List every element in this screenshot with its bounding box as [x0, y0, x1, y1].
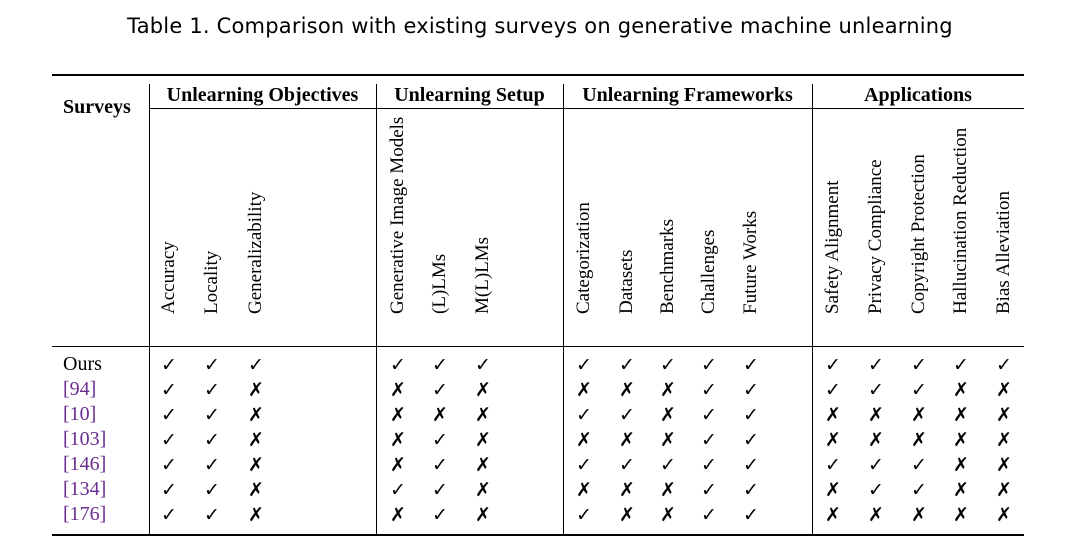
- column-header-label: (L)LMs: [429, 253, 450, 314]
- cross-mark: ✗: [619, 379, 635, 401]
- column-header: [385, 108, 411, 336]
- check-mark: ✓: [911, 479, 927, 501]
- column-divider: [149, 108, 150, 534]
- check-mark: ✓: [953, 354, 969, 376]
- cross-mark: ✗: [660, 404, 676, 426]
- surveys-header: Surveys: [63, 96, 131, 118]
- check-mark: ✓: [248, 354, 264, 376]
- citation-link[interactable]: [176]: [63, 503, 107, 525]
- group-header: Unlearning Objectives: [166, 84, 359, 106]
- check-mark: ✓: [701, 504, 717, 526]
- column-header: [571, 108, 597, 336]
- cross-mark: ✗: [996, 504, 1012, 526]
- cross-mark: ✗: [868, 429, 884, 451]
- cross-mark: ✗: [475, 379, 491, 401]
- cross-mark: ✗: [953, 504, 969, 526]
- column-header: [199, 108, 225, 336]
- cross-mark: ✗: [660, 479, 676, 501]
- cross-mark: ✗: [868, 504, 884, 526]
- cross-mark: ✗: [390, 404, 406, 426]
- column-header: [738, 108, 764, 336]
- column-header-label: Generalizability: [245, 191, 266, 314]
- check-mark: ✓: [701, 354, 717, 376]
- check-mark: ✓: [161, 429, 177, 451]
- check-mark: ✓: [432, 354, 448, 376]
- check-mark: ✓: [868, 479, 884, 501]
- column-header-label: Datasets: [616, 249, 637, 314]
- column-header-label: M(L)LMs: [472, 236, 493, 314]
- column-header: [470, 108, 496, 336]
- cross-mark: ✗: [660, 429, 676, 451]
- check-mark: ✓: [432, 454, 448, 476]
- column-header-label: Privacy Compliance: [865, 159, 886, 314]
- column-header: [243, 108, 269, 336]
- cross-mark: ✗: [996, 404, 1012, 426]
- column-header: [696, 108, 722, 336]
- column-header-label: Future Works: [740, 210, 761, 314]
- column-header-label: Hallucination Reduction: [950, 127, 971, 314]
- check-mark: ✓: [576, 354, 592, 376]
- cross-mark: ✗: [996, 454, 1012, 476]
- column-header: [655, 108, 681, 336]
- column-divider: [563, 84, 564, 534]
- cross-mark: ✗: [953, 379, 969, 401]
- check-mark: ✓: [701, 379, 717, 401]
- cross-mark: ✗: [432, 404, 448, 426]
- cross-mark: ✗: [248, 454, 264, 476]
- column-header: [991, 108, 1017, 336]
- cross-mark: ✗: [868, 404, 884, 426]
- check-mark: ✓: [996, 354, 1012, 376]
- citation-link[interactable]: [94]: [63, 378, 97, 400]
- check-mark: ✓: [743, 379, 759, 401]
- group-header: Unlearning Setup: [394, 84, 545, 106]
- cross-mark: ✗: [996, 479, 1012, 501]
- cross-mark: ✗: [248, 429, 264, 451]
- check-mark: ✓: [911, 379, 927, 401]
- check-mark: ✓: [576, 454, 592, 476]
- column-header: [614, 108, 640, 336]
- column-header-label: Challenges: [698, 229, 719, 314]
- cross-mark: ✗: [953, 404, 969, 426]
- group-header: Unlearning Frameworks: [582, 84, 793, 106]
- check-mark: ✓: [619, 454, 635, 476]
- check-mark: ✓: [576, 504, 592, 526]
- column-divider: [812, 84, 813, 534]
- table-caption: Table 1. Comparison with existing surveys on generative machine unlearning: [127, 14, 953, 38]
- cross-mark: ✗: [911, 429, 927, 451]
- cross-mark: ✗: [475, 504, 491, 526]
- check-mark: ✓: [660, 454, 676, 476]
- check-mark: ✓: [743, 479, 759, 501]
- check-mark: ✓: [701, 404, 717, 426]
- citation-link[interactable]: [103]: [63, 428, 107, 450]
- check-mark: ✓: [204, 454, 220, 476]
- check-mark: ✓: [743, 429, 759, 451]
- check-mark: ✓: [390, 354, 406, 376]
- cross-mark: ✗: [248, 479, 264, 501]
- row-label: Ours: [63, 353, 102, 375]
- check-mark: ✓: [660, 354, 676, 376]
- cross-mark: ✗: [390, 454, 406, 476]
- check-mark: ✓: [701, 454, 717, 476]
- check-mark: ✓: [204, 504, 220, 526]
- column-header-label: Bias Alleviation: [993, 191, 1014, 314]
- check-mark: ✓: [390, 479, 406, 501]
- top-rule: [52, 74, 1024, 76]
- check-mark: ✓: [911, 354, 927, 376]
- cross-mark: ✗: [660, 379, 676, 401]
- cross-mark: ✗: [911, 504, 927, 526]
- column-header-label: Categorization: [573, 202, 594, 314]
- cross-mark: ✗: [619, 504, 635, 526]
- citation-link[interactable]: [10]: [63, 403, 97, 425]
- cross-mark: ✗: [248, 404, 264, 426]
- check-mark: ✓: [701, 479, 717, 501]
- check-mark: ✓: [204, 479, 220, 501]
- check-mark: ✓: [868, 354, 884, 376]
- check-mark: ✓: [161, 379, 177, 401]
- check-mark: ✓: [432, 379, 448, 401]
- check-mark: ✓: [204, 429, 220, 451]
- check-mark: ✓: [743, 354, 759, 376]
- cross-mark: ✗: [390, 379, 406, 401]
- cross-mark: ✗: [619, 479, 635, 501]
- column-header-label: Generative Image Models: [387, 116, 408, 314]
- cross-mark: ✗: [953, 454, 969, 476]
- cross-mark: ✗: [475, 479, 491, 501]
- check-mark: ✓: [161, 404, 177, 426]
- cross-mark: ✗: [660, 504, 676, 526]
- cross-mark: ✗: [475, 404, 491, 426]
- column-header: [906, 108, 932, 336]
- header-bottom-rule: [52, 346, 1024, 347]
- check-mark: ✓: [743, 404, 759, 426]
- column-header: [820, 108, 846, 336]
- citation-link[interactable]: [146]: [63, 453, 107, 475]
- check-mark: ✓: [161, 354, 177, 376]
- check-mark: ✓: [743, 454, 759, 476]
- check-mark: ✓: [868, 379, 884, 401]
- cross-mark: ✗: [248, 379, 264, 401]
- cross-mark: ✗: [825, 504, 841, 526]
- column-header: [863, 108, 889, 336]
- check-mark: ✓: [204, 379, 220, 401]
- check-mark: ✓: [161, 504, 177, 526]
- column-header-label: Locality: [201, 250, 222, 314]
- cross-mark: ✗: [996, 379, 1012, 401]
- check-mark: ✓: [475, 354, 491, 376]
- cross-mark: ✗: [576, 379, 592, 401]
- check-mark: ✓: [868, 454, 884, 476]
- column-header-label: Benchmarks: [657, 219, 678, 314]
- check-mark: ✓: [576, 404, 592, 426]
- check-mark: ✓: [911, 454, 927, 476]
- cross-mark: ✗: [475, 454, 491, 476]
- check-mark: ✓: [204, 354, 220, 376]
- column-header: [427, 108, 453, 336]
- check-mark: ✓: [743, 504, 759, 526]
- check-mark: ✓: [619, 404, 635, 426]
- cross-mark: ✗: [996, 429, 1012, 451]
- column-divider: [376, 84, 377, 534]
- cross-mark: ✗: [576, 479, 592, 501]
- cross-mark: ✗: [390, 504, 406, 526]
- column-header: [948, 108, 974, 336]
- column-header-label: Accuracy: [158, 241, 179, 314]
- check-mark: ✓: [432, 504, 448, 526]
- column-header-label: Copyright Protection: [908, 154, 929, 314]
- cross-mark: ✗: [953, 429, 969, 451]
- cross-mark: ✗: [911, 404, 927, 426]
- check-mark: ✓: [825, 379, 841, 401]
- check-mark: ✓: [825, 454, 841, 476]
- check-mark: ✓: [432, 429, 448, 451]
- column-header-label: Safety Alignment: [822, 180, 843, 314]
- cross-mark: ✗: [825, 429, 841, 451]
- check-mark: ✓: [432, 479, 448, 501]
- check-mark: ✓: [161, 479, 177, 501]
- cross-mark: ✗: [825, 404, 841, 426]
- cross-mark: ✗: [390, 429, 406, 451]
- bottom-rule: [52, 534, 1024, 536]
- column-header: [156, 108, 182, 336]
- cross-mark: ✗: [953, 479, 969, 501]
- check-mark: ✓: [619, 354, 635, 376]
- group-header: Applications: [864, 84, 972, 106]
- check-mark: ✓: [825, 354, 841, 376]
- cross-mark: ✗: [619, 429, 635, 451]
- cross-mark: ✗: [825, 479, 841, 501]
- cross-mark: ✗: [475, 429, 491, 451]
- check-mark: ✓: [161, 454, 177, 476]
- check-mark: ✓: [701, 429, 717, 451]
- cross-mark: ✗: [576, 429, 592, 451]
- cross-mark: ✗: [248, 504, 264, 526]
- citation-link[interactable]: [134]: [63, 478, 107, 500]
- check-mark: ✓: [204, 404, 220, 426]
